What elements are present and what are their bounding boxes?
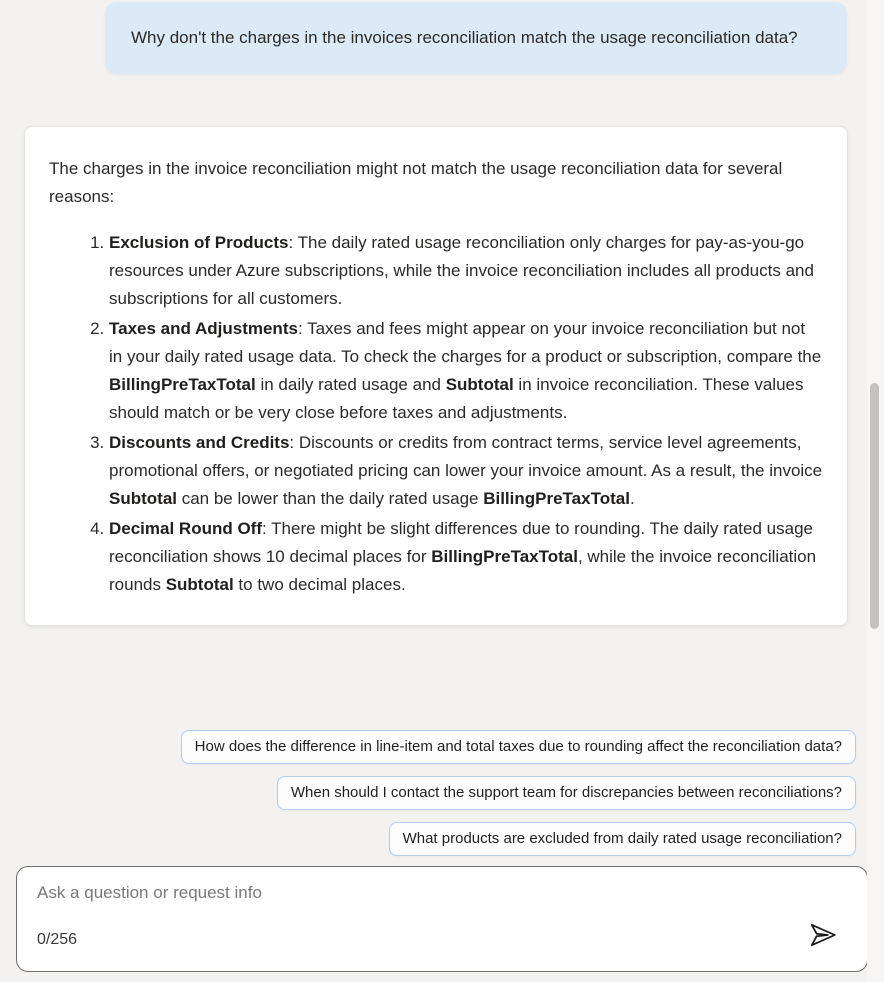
assistant-intro-text: The charges in the invoice reconciliation might not match the usage reconciliation data for several reasons: — [49, 159, 783, 206]
suggestion-chip-3[interactable]: What products are excluded from daily rated usage reconciliation? — [389, 822, 856, 856]
user-message-text: Why don't the charges in the invoices reconciliation match the usage reconciliation data? — [131, 28, 798, 47]
send-button[interactable] — [807, 919, 839, 951]
suggestion-chip-1[interactable]: How does the difference in line-item and total taxes due to rounding affect the reconciliation data? — [181, 730, 856, 764]
send-paper-plane-icon — [808, 920, 838, 950]
message-composer[interactable] — [16, 866, 868, 972]
reason-item: 3. Discounts and Credits: Discounts or credits from contract terms, service level agreements, promotional offers, or negotiated pricing can lower your invoice amount. As a result, the invoice Subtotal can be lower than the daily rated usage BillingPreTaxTotal. — [109, 429, 823, 513]
assistant-response-card — [24, 126, 848, 626]
user-message-bubble — [105, 2, 847, 74]
composer-placeholder: Ask a question or request info — [37, 883, 262, 902]
suggestion-chips — [0, 730, 856, 856]
reason-item: 1. Exclusion of Products: The daily rated usage reconciliation only charges for pay-as-you-go resources under Azure subscriptions, while the invoice reconciliation includes all products and subscriptions for all customers. — [109, 229, 823, 313]
page-scrollbar[interactable] — [867, 0, 884, 982]
reasons-list — [49, 229, 823, 599]
char-counter: 0/256 — [37, 931, 78, 948]
suggestion-chip-2[interactable]: When should I contact the support team for discrepancies between reconciliations? — [277, 776, 856, 810]
scrollbar-thumb[interactable] — [870, 383, 879, 629]
reason-item: 2. Taxes and Adjustments: Taxes and fees might appear on your invoice reconciliation but not in your daily rated usage data. To check the charges for a product or subscription, compare the BillingPreTaxTotal in daily rated usage and Subtotal in invoice reconciliation. These values should match or be very close before taxes and adjustments. — [109, 315, 823, 427]
reason-item: 4. Decimal Round Off: There might be slight differences due to rounding. The daily rated usage reconciliation shows 10 decimal places for BillingPreTaxTotal, while the invoice reconciliation rounds Subtotal to two decimal places. — [109, 515, 823, 599]
